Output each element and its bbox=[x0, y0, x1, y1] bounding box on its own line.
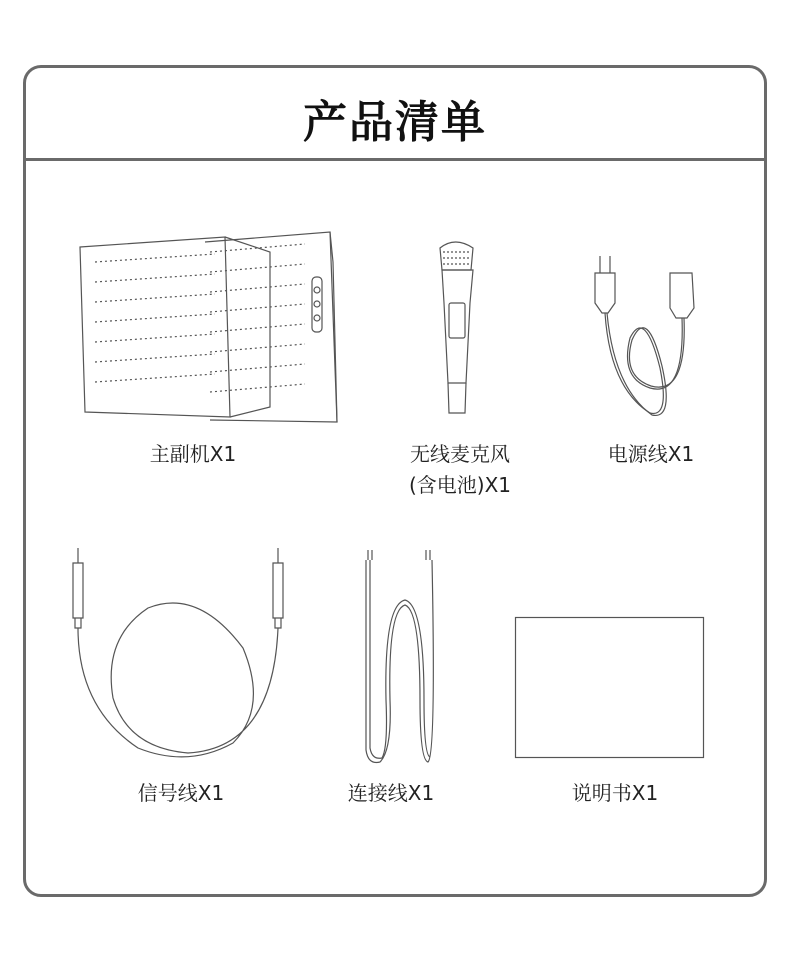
manual-icon bbox=[515, 617, 705, 759]
power-cord-label: 电源线X1 bbox=[607, 442, 695, 466]
header-divider bbox=[26, 158, 764, 161]
power-cord-icon bbox=[590, 248, 705, 423]
microphone-label-line1: 无线麦克风 bbox=[410, 442, 510, 466]
microphone-label-line2: (含电池)X1 bbox=[408, 473, 512, 497]
speakers-icon bbox=[75, 232, 340, 422]
page-title: 产品清单 bbox=[303, 97, 487, 148]
connection-cable-icon bbox=[360, 550, 440, 770]
audio-cable-icon bbox=[68, 548, 293, 763]
manual-label: 说明书X1 bbox=[571, 781, 659, 805]
audio-cable-label: 信号线X1 bbox=[137, 781, 225, 805]
connection-cable-label: 连接线X1 bbox=[347, 781, 435, 805]
microphone-icon bbox=[435, 238, 480, 418]
speakers-label: 主副机X1 bbox=[149, 442, 237, 466]
